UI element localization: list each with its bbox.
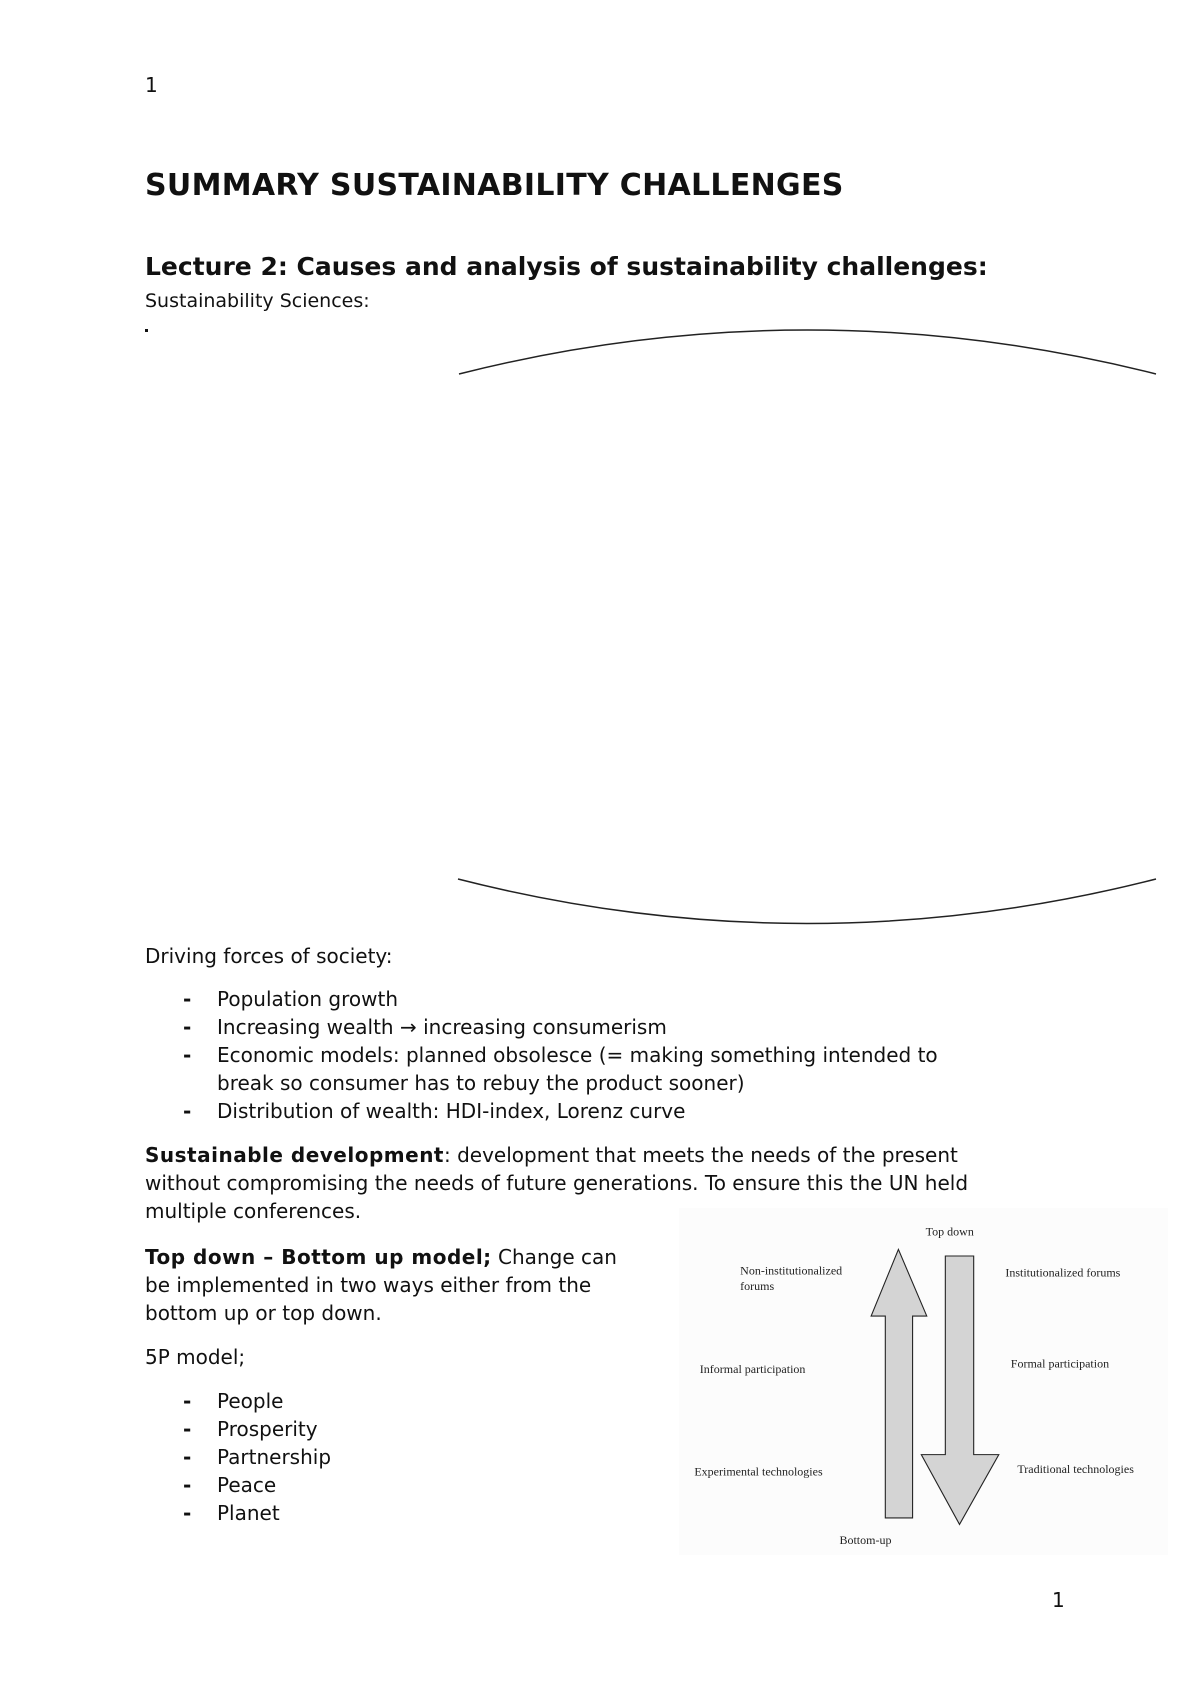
page-number-top: 1	[145, 73, 158, 97]
up-arrow	[871, 1249, 927, 1517]
sustainable-development-paragraph: Sustainable development: development that meets the needs of the present without compromising the needs of future generations. To ensure this the UN held multiple conferences.	[145, 1143, 969, 1223]
top-down-paragraph: Top down – Bottom up model; Change can be implemented in two ways either from the bottom up or top down.	[145, 1245, 617, 1325]
label-bottom-up: Bottom-up	[839, 1533, 892, 1548]
term: Sustainable development	[145, 1143, 444, 1167]
label-institutionalized-forums: Institutionalized forums	[1005, 1265, 1121, 1280]
down-arrow	[921, 1256, 998, 1524]
page-title: SUMMARY SUSTAINABILITY CHALLENGES	[145, 168, 844, 203]
subheading: Sustainability Sciences:	[145, 290, 370, 312]
list-item: - Peace	[183, 1473, 277, 1497]
list-item: - Partnership	[183, 1445, 332, 1469]
top-down-bottom-up-diagram	[679, 1208, 1168, 1555]
five-p-label: 5P model;	[145, 1345, 246, 1369]
five-p-list	[145, 1387, 331, 1527]
label-forums: forums	[740, 1278, 775, 1293]
top-arc	[459, 330, 1156, 374]
list-item: - People	[183, 1389, 284, 1413]
label-traditional-technologies: Traditional technologies	[1017, 1462, 1134, 1477]
label-non-institutionalized: Non-institutionalized	[740, 1263, 843, 1278]
lecture-heading: Lecture 2: Causes and analysis of sustainability challenges:	[145, 252, 988, 281]
label-top-down: Top down	[925, 1224, 974, 1239]
term: Top down – Bottom up model;	[145, 1245, 492, 1269]
list-item-continuation: break so consumer has to rebuy the product sooner)	[217, 1071, 745, 1095]
label-experimental-technologies: Experimental technologies	[694, 1464, 823, 1479]
label-informal-participation: Informal participation	[699, 1361, 806, 1376]
list-item: - Increasing wealth → increasing consumerism	[183, 1015, 667, 1039]
label-formal-participation: Formal participation	[1010, 1356, 1110, 1371]
list-item: - Planet	[183, 1501, 280, 1525]
list-item: - Distribution of wealth: HDI-index, Lorenz curve	[183, 1099, 686, 1123]
list-item: - Prosperity	[183, 1417, 318, 1441]
list-item: - Economic models: planned obsolesce (= making something intended to	[183, 1043, 938, 1067]
driving-forces-label: Driving forces of society:	[145, 944, 393, 968]
page-number-bottom: 1	[1052, 1588, 1065, 1612]
list-item: - Population growth	[183, 987, 399, 1011]
driving-forces-list	[145, 985, 938, 1125]
bottom-arc	[458, 879, 1156, 924]
